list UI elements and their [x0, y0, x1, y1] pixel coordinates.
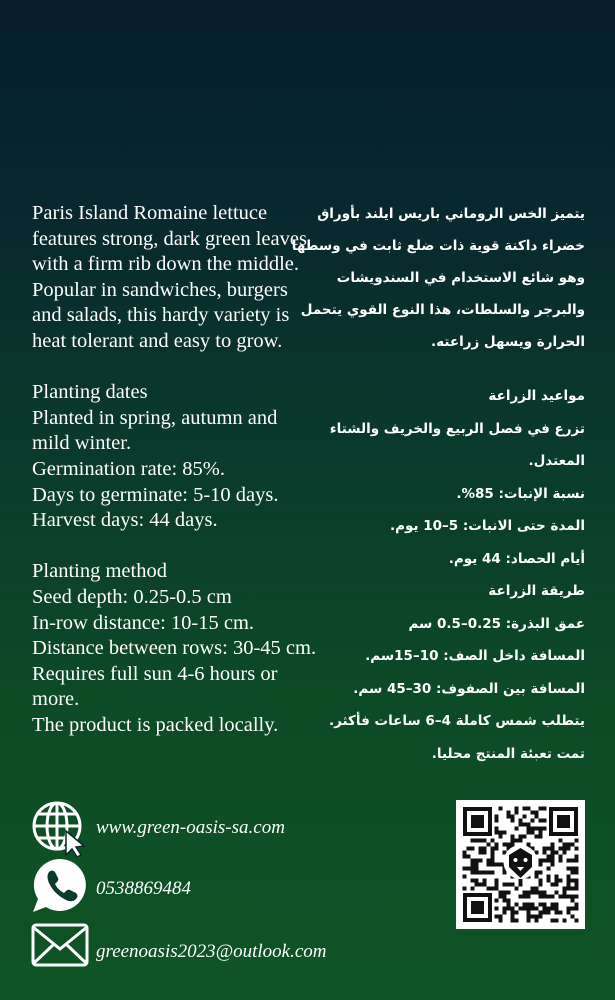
days-to-germinate: Days to germinate: 5-10 days. [32, 483, 279, 506]
arabic-planting-method-heading: طريقة الزراعة [488, 583, 585, 599]
harvest-days: Harvest days: 44 days. [32, 509, 218, 532]
germination-rate: Germination rate: 85%. [32, 457, 225, 480]
arabic-germination-rate: نسبة الإنبات: 85%. [456, 485, 585, 502]
english-text-block [32, 201, 317, 738]
whatsapp-phone-icon [30, 856, 90, 914]
email-address[interactable]: greenoasis2023@outlook.com [96, 941, 327, 962]
website-link[interactable]: www.green-oasis-sa.com [96, 817, 285, 838]
planting-method-heading: Planting method [32, 560, 167, 583]
arabic-planting-dates-heading: مواعيد الزراعة [488, 388, 585, 404]
arabic-row-distance: المسافة بين الصفوف: 30–45 سم. [353, 680, 585, 697]
email-contact[interactable] [30, 917, 370, 975]
english-description: Paris Island Romaine lettuce features strong, dark green leaves with a firm rib down the middle. Popular in sandwiches, burgers and salads, this hardy variety is heat tolerant and easy to grow. [32, 202, 307, 352]
planting-dates-heading: Planting dates [32, 381, 148, 404]
sun-requirement: Requires full sun 4-6 hours or more. [32, 662, 278, 711]
globe-cursor-icon [30, 799, 90, 857]
envelope-icon [30, 917, 90, 975]
phone-number[interactable]: 0538869484 [96, 878, 191, 899]
arabic-sun-requirement: يتطلب شمس كاملة 4–6 ساعات فأكثر. [329, 713, 585, 729]
row-distance: Distance between rows: 30-45 cm. [32, 637, 317, 660]
arabic-days-to-germinate: المدة حتى الانبات: 5–10 يوم. [389, 518, 585, 534]
arabic-seed-depth: عمق البذرة: 0.25–0.5 سم [408, 615, 585, 632]
seed-depth: Seed depth: 0.25-0.5 cm [32, 585, 232, 608]
planting-season: Planted in spring, autumn and mild winter. [32, 406, 278, 455]
arabic-planting-season: تزرع في فصل الربيع والخريف والشتاء المعتدل. [329, 420, 585, 469]
phone-contact[interactable] [30, 856, 370, 914]
arabic-harvest-days: أيام الحصاد: 44 يوم. [448, 550, 585, 567]
arabic-in-row-distance: المسافة داخل الصف: 10–15سم. [365, 648, 585, 664]
packed-locally: The product is packed locally. [32, 713, 279, 736]
in-row-distance: In-row distance: 10-15 cm. [32, 611, 255, 634]
qr-code-lion-icon [456, 800, 585, 929]
website-contact[interactable] [30, 799, 370, 857]
arabic-description: يتميز الخس الروماني باريس ايلند بأوراق خضراء داكنة قوية ذات ضلع ثابت في وسطها وهو شائع الاستخدام في السندويشات والبرجر والسلطات، هذا النوع القوي يتحمل الحرارة ويسهل زراعته. [291, 206, 585, 350]
arabic-packed-locally: تمت تعبئة المنتج محليا. [431, 745, 585, 762]
qr-code[interactable] [456, 800, 585, 929]
arabic-text-block [285, 198, 585, 770]
